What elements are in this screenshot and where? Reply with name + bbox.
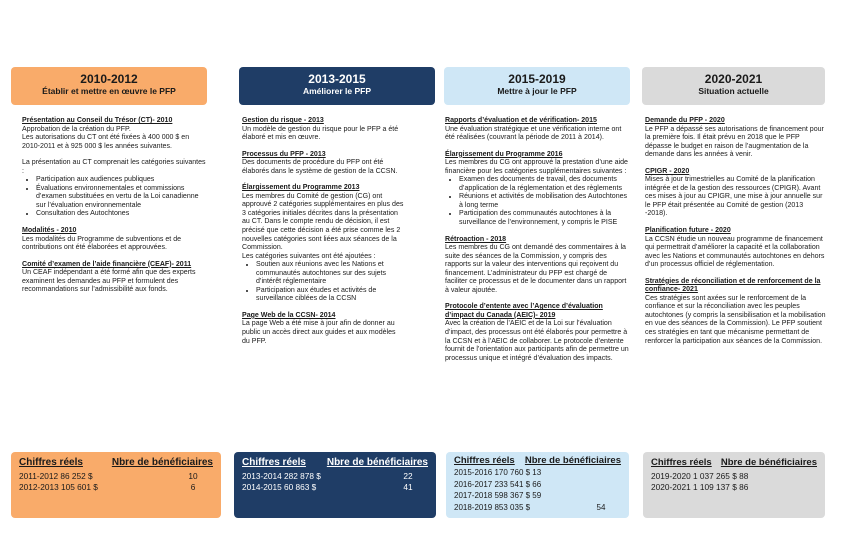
paragraph: Approbation de la création du PFP. <box>22 125 131 133</box>
column-year: 2010-2012 <box>80 72 138 86</box>
stats-count: 6 <box>190 482 196 492</box>
section-title: Planification future - 2020 <box>645 227 731 235</box>
stats-row <box>242 482 428 493</box>
stats-box <box>643 452 825 518</box>
stats-header <box>651 457 817 469</box>
bullet-item: • Participation aux études et activités de surveillance ciblées de la CCSN <box>256 287 404 304</box>
stats-count <box>581 467 621 479</box>
column-year: 2020-2021 <box>704 72 763 86</box>
stats-label: 2018-2019 853 035 $ <box>454 502 531 512</box>
section-title: Élargissement du Programme 2013 <box>242 184 360 192</box>
paragraph: Les membres du CG ont demandé des commentaires à la suite des séances de la Commission, y compris des rapports sur la valeur des interventions qui reçoivent du financement. L’administrateur du PFP est chargé de faciliter ce processus et de le documenter dans un rapport à valeur ajoutée. <box>445 244 627 294</box>
column-body <box>645 117 827 354</box>
stats-count <box>581 479 621 491</box>
section <box>242 184 404 304</box>
stats-row <box>454 467 621 479</box>
stats-count <box>581 490 621 502</box>
stats-count: 54 <box>596 502 606 512</box>
stats-label: 2014-2015 60 863 $ <box>242 482 317 492</box>
section-title: Rétroaction - 2018 <box>445 235 507 243</box>
section-title: Gestion du risque - 2013 <box>242 117 324 124</box>
section-title: Processus du PFP - 2013 <box>242 150 326 158</box>
paragraph: Les catégories suivantes ont été ajoutées : <box>242 252 376 260</box>
section <box>445 151 631 228</box>
section <box>645 227 827 270</box>
column-2020-2021 <box>642 67 826 345</box>
section-title: Comité d’examen de l’aide financière (CEAF)- 2011 <box>22 260 192 268</box>
bullet-list <box>445 176 631 227</box>
paragraph: Les autorisations du CT ont été fixées à 400 000 $ en 2010-2011 et à 925 000 $ les années suivantes. <box>22 134 190 150</box>
stats-header-right: Nbre de bénéficiaires <box>720 457 817 468</box>
paragraph: Les modalités du Programme de subventions et de contributions ont été élaborées et approuvées. <box>22 235 182 252</box>
stats-row <box>651 482 817 493</box>
bullet-item: • Réunions et activités de mobilisation des Autochtones à long terme <box>459 193 631 210</box>
paragraph: Une évaluation stratégique et une vérification interne ont été réalisées (couvrant la période de 2011 à 2014). <box>445 125 622 142</box>
stats-row <box>454 502 621 514</box>
stats-count <box>777 471 817 482</box>
stats-label: 2016-2017 233 541 $ 66 <box>454 479 542 489</box>
section <box>22 227 208 253</box>
stats-row <box>651 471 817 482</box>
section <box>22 117 208 219</box>
stats-count: 22 <box>403 471 413 481</box>
paragraph: Les membres du Comité de gestion (CG) ont approuvé 2 catégories supplémentaires en plus des 3 catégories initiales décrites dans la présentation au CT. Dans le compte rendu de décision, il est précisé que cette décision a été prise comme les 2 nouvelles catégories sont liées aux séances de la Commission. <box>242 192 404 252</box>
column-subtitle: Améliorer le PFP <box>302 86 372 96</box>
column-2013-2015 <box>239 67 435 345</box>
stats-label: 2013-2014 282 878 $ <box>242 471 321 481</box>
paragraph: Des documents de procédure du PFP ont été élaborés dans le système de gestion de la CCSN. <box>242 159 398 175</box>
column-body <box>242 117 404 354</box>
bullet-item: • Participation aux audiences publiques <box>36 176 208 185</box>
stats-row <box>454 490 621 502</box>
paragraph: Ces stratégies sont axées sur le renforcement de la confiance et sur la réconciliation avec les peuples autochtones (y compris la sensibilisation et la mobilisation en vue des séances de la Commission). Le PFP soutient ces stratégies en tant que mécanisme permettant de renforcer la participation aux séances de la Commission. <box>645 294 826 345</box>
stats-header-right: Nbre de bénéficiaires <box>524 455 621 466</box>
bullet-item: • Participation des communautés autochtones à la surveillance de l’environnement, y compris le PISE <box>459 210 631 227</box>
section <box>445 303 631 363</box>
section-title: CPIGR - 2020 <box>645 167 690 175</box>
section-title: Rapports d’évaluation et de vérification- 2015 <box>445 117 597 124</box>
section <box>645 168 827 219</box>
column-subtitle: Établir et mettre en œuvre le PFP <box>42 86 176 96</box>
section-title: Demande du PFP - 2020 <box>645 117 725 124</box>
section-title: Modalités - 2010 <box>22 227 77 235</box>
stats-label: 2020-2021 1 109 137 $ 86 <box>651 482 749 492</box>
column-2015-2019 <box>444 67 630 362</box>
paragraph: Les membres du CG ont approuvé la prestation d’une aide financière pour les catégories supplémentaires suivantes : <box>445 159 628 175</box>
section <box>445 117 631 143</box>
bullet-item: • Évaluations environnementales et commissions d’examen substituées en vertu de la Loi canadienne sur l’évaluation environnementale <box>36 185 208 211</box>
stats-label: 2011-2012 86 252 $ <box>19 471 93 481</box>
stats-header-left: Chiffres réels <box>454 455 515 466</box>
section <box>645 278 827 346</box>
stats-header <box>19 457 213 469</box>
column-subtitle: Mettre à jour le PFP <box>497 86 577 96</box>
stats-count <box>777 482 817 493</box>
stats-box <box>446 452 629 518</box>
paragraph: Mises à jour trimestrielles au Comité de la planification intégrée et de la gestion des ressources (CPIGR). Avant ces mises à jour au CPIGR, une mise à jour annuelle sur le PFP était présentée au Comité de gestion (2013 -2018). <box>645 176 823 218</box>
column-header <box>444 67 630 105</box>
stats-header-right: Nbre de bénéficiaires <box>111 457 213 468</box>
stats-row <box>242 471 428 482</box>
stats-row <box>19 471 213 482</box>
stats-label: 2017-2018 598 367 $ 59 <box>454 491 542 500</box>
section <box>22 261 208 295</box>
stats-header-left: Chiffres réels <box>19 457 83 468</box>
column-header <box>11 67 207 105</box>
paragraph: Un CEAF indépendant a été formé afin que des experts examinent les demandes au PFP et formulent des recommandations sur l’admissibilité aux fonds. <box>22 269 196 294</box>
paragraph: Avec la création de l’AEIC et de la Loi sur l’évaluation d’impact, des processus ont été élaborés pour permettre à la CCSN et à l’AEIC de collaborer. Le protocole d’entente fournit de l’orientation aux participants afin de permettre un processus unique et intégré d’évaluation des impacts. <box>445 320 629 362</box>
section <box>645 117 827 160</box>
stats-header-left: Chiffres réels <box>651 457 712 468</box>
stats-row <box>454 479 621 491</box>
column-subtitle: Situation actuelle <box>698 86 769 96</box>
section-title: Présentation au Conseil du Trésor (CT)- 2010 <box>22 117 173 124</box>
column-2010-2012 <box>11 67 207 294</box>
paragraph: La présentation au CT comprenait les catégories suivantes : <box>22 159 206 175</box>
paragraph: Le PFP a dépassé ses autorisations de financement pour la première fois. Il était prévu en 2018 que le PFP dépasse le budget en raison de l’augmentation de la demande dans les années à venir. <box>645 125 824 159</box>
column-header <box>239 67 435 105</box>
bullet-item: • Soutien aux réunions avec les Nations et communautés autochtones sur des sujets d’intérêt réglementaire <box>256 261 404 287</box>
stats-header <box>454 455 621 467</box>
stats-count: 10 <box>188 471 198 481</box>
stats-label: 2019-2020 1 037 265 $ 88 <box>651 471 749 481</box>
bullet-list <box>22 176 208 219</box>
section-title: Page Web de la CCSN- 2014 <box>242 311 336 319</box>
paragraph: Un modèle de gestion du risque pour le PFP a été élaboré et mis en œuvre. <box>242 125 399 142</box>
bullet-item: • Examen des documents de travail, des documents d’application de la réglementation et des règlements <box>459 176 631 193</box>
stats-box <box>11 452 221 518</box>
stats-header-left: Chiffres réels <box>242 457 306 468</box>
column-year: 2015-2019 <box>508 72 566 86</box>
stats-count: 41 <box>403 482 413 492</box>
section <box>445 236 631 296</box>
section-title: Stratégies de réconciliation et de renforcement de la confiance- 2021 <box>645 277 821 294</box>
section <box>242 117 404 143</box>
paragraph: La page Web a été mise à jour afin de donner au public un accès direct aux guides et aux modèles du PFP. <box>242 320 396 345</box>
stats-header <box>242 457 428 469</box>
column-body <box>22 117 208 303</box>
column-header <box>642 67 825 105</box>
stats-box <box>234 452 436 518</box>
stats-label: 2015-2016 170 760 $ 13 <box>454 468 542 477</box>
bullet-item: • Consultation des Autochtones <box>36 210 208 219</box>
section <box>242 312 404 346</box>
section-title: Protocole d’entente avec l’Agence d’évaluation d’impact du Canada (AEIC)- 2019 <box>445 303 603 319</box>
bullet-list <box>242 261 404 304</box>
column-year: 2013-2015 <box>308 72 366 86</box>
section-title: Élargissement du Programme 2016 <box>445 150 563 158</box>
paragraph: La CCSN étudie un nouveau programme de financement qui permettrait d’améliorer la capacité et la collaboration avec les Nations et communautés autochtones en dehors d’un processus officiel de réglementation. <box>645 235 825 269</box>
stats-row <box>19 482 213 493</box>
stats-header-right: Nbre de bénéficiaires <box>326 457 428 468</box>
section <box>242 151 404 177</box>
stats-label: 2012-2013 105 601 $ <box>19 482 98 492</box>
column-body <box>445 117 631 371</box>
